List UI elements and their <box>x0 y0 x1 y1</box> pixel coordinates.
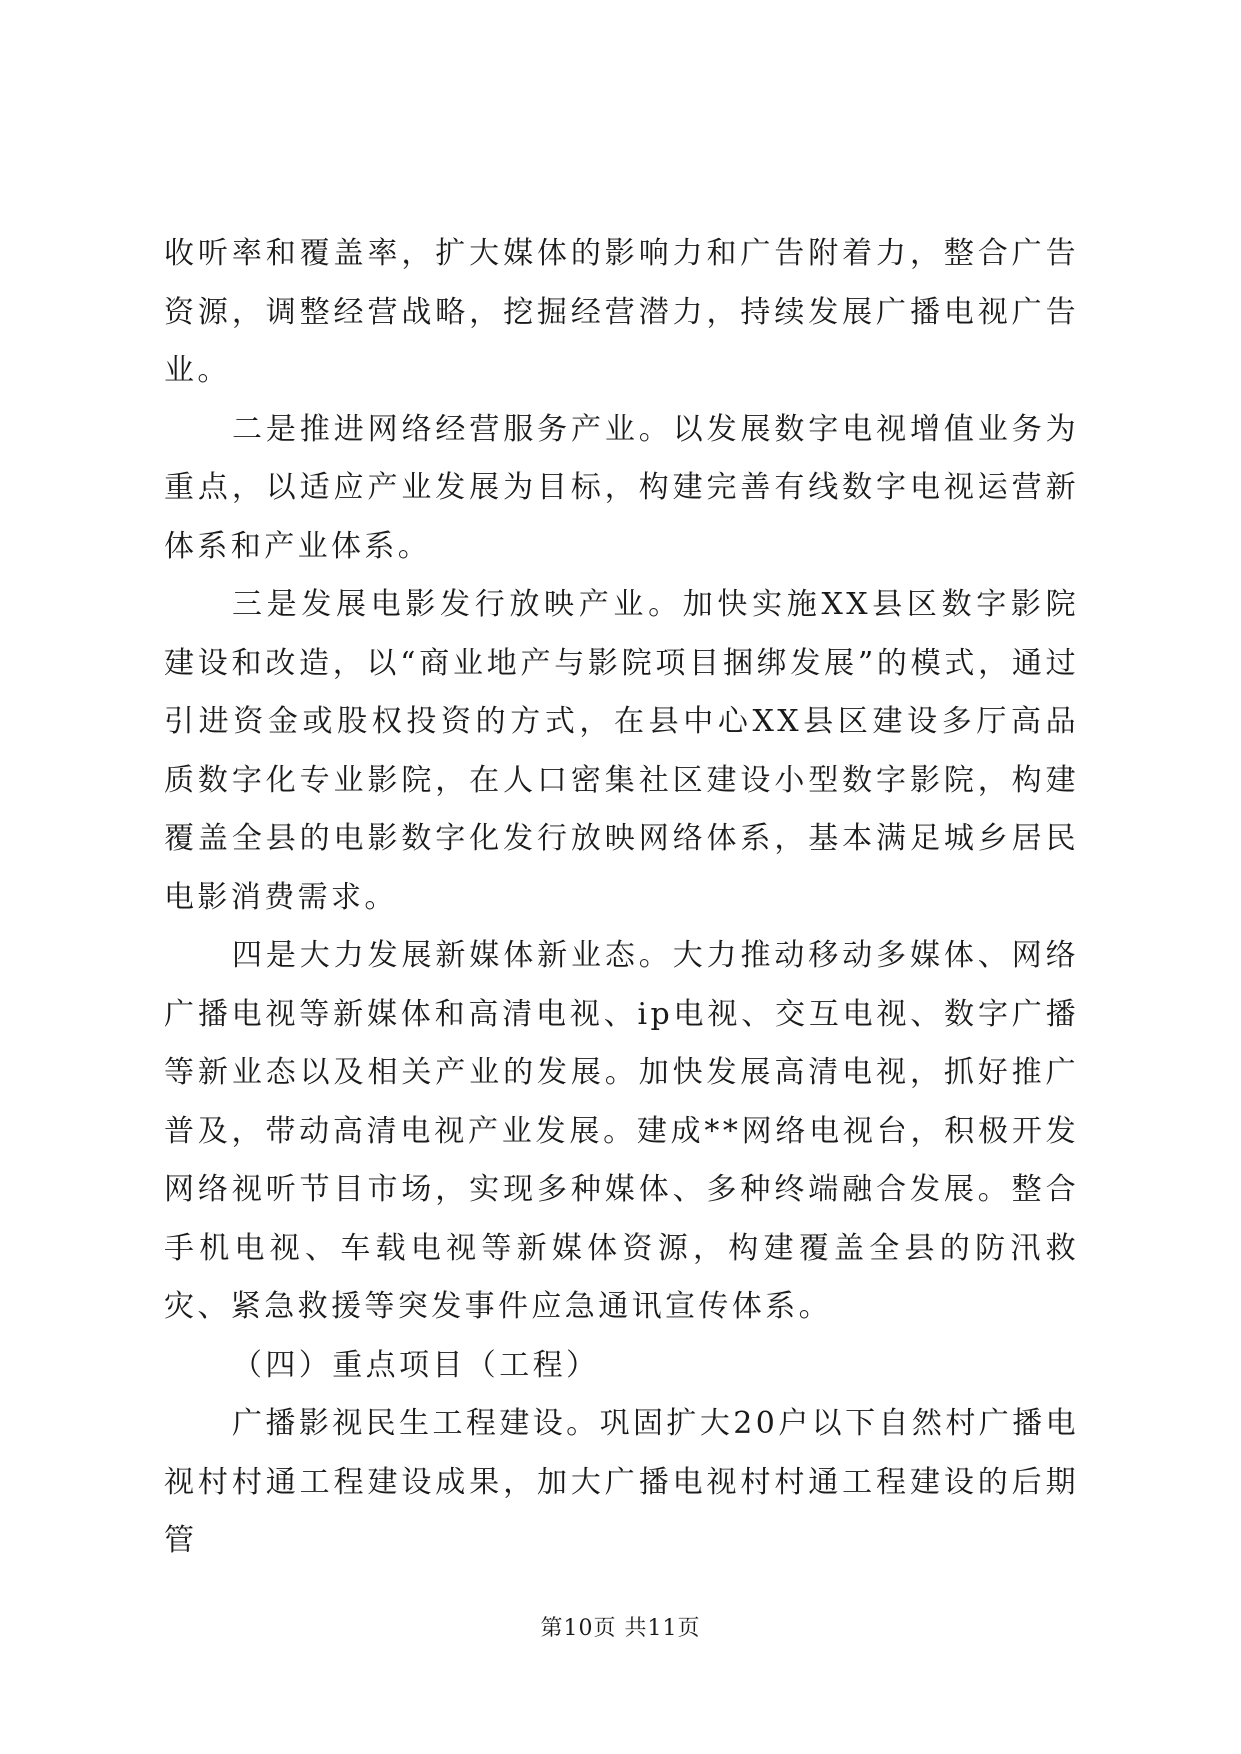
page-footer: 第10页 共11页 <box>540 1616 701 1641</box>
paragraph-4: 四是大力发展新媒体新业态。大力推动移动多媒体、网络广播电视等新媒体和高清电视、ip电视、交互电视、数字广播等新业态以及相关产业的发展。加快发展高清电视，抓好推广普及，带动高清电视产业发展。建成**网络电视台，积极开发网络视听节目市场，实现多种媒体、多种终端融合发展。整合手机电视、车载电视等新媒体资源，构建覆盖全县的防汛救灾、紧急救援等突发事件应急通讯宣传体系。 <box>164 938 1079 1324</box>
document-body <box>164 225 1079 1571</box>
paragraph-3: 三是发展电影发行放映产业。加快实施XX县区数字影院建设和改造，以“商业地产与影院项目捆绑发展”的模式，通过引进资金或股权投资的方式，在县中心XX县区建设多厅高品质数字化专业影院，在人口密集社区建设小型数字影院，构建覆盖全县的电影数字化发行放映网络体系，基本满足城乡居民电影消费需求。 <box>164 587 1079 915</box>
paragraph-1: 收听率和覆盖率，扩大媒体的影响力和广告附着力，整合广告资源，调整经营战略，挖掘经营潜力，持续发展广播电视广告业。 <box>164 236 1079 388</box>
section-heading: （四）重点项目（工程） <box>232 1347 600 1383</box>
paragraph-5: 广播影视民生工程建设。巩固扩大20户以下自然村广播电视村村通工程建设成果，加大广播电视村村通工程建设的后期管 <box>164 1406 1079 1558</box>
paragraph-2: 二是推进网络经营服务产业。以发展数字电视增值业务为重点，以适应产业发展为目标，构建完善有线数字电视运营新体系和产业体系。 <box>164 411 1079 564</box>
